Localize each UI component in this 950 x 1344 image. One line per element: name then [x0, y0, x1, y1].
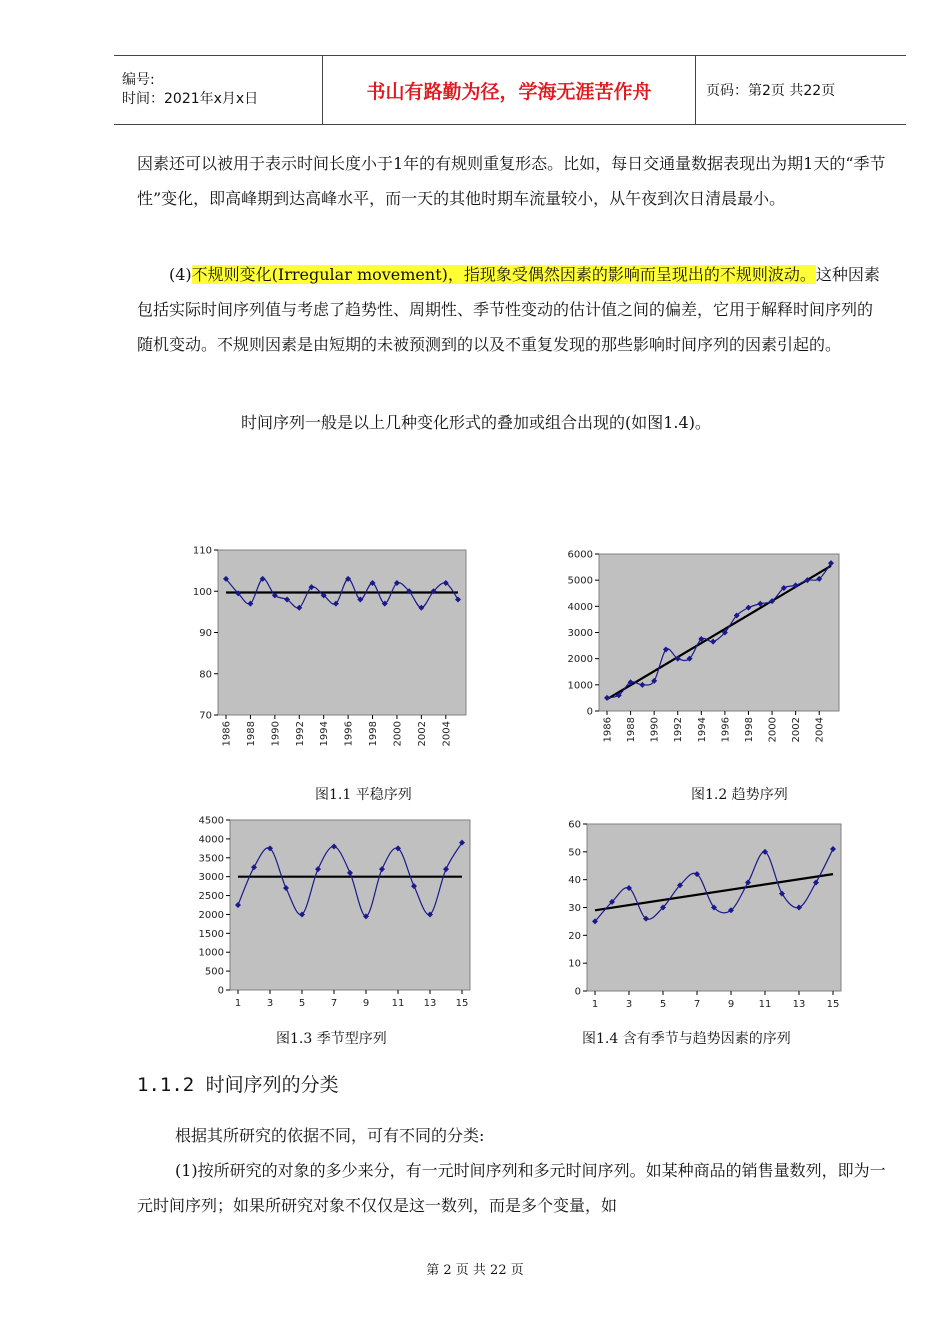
y-tick-label: 100 [192, 586, 212, 598]
x-tick-label: 1996 [720, 717, 732, 743]
x-tick-label: 1 [234, 998, 242, 1009]
y-tick-label: 2000 [567, 654, 593, 666]
y-tick-label: 110 [192, 545, 212, 557]
y-tick-label: 0 [217, 985, 224, 997]
plot-area [230, 820, 470, 990]
x-tick-label: 13 [423, 998, 437, 1009]
y-tick-label: 30 [568, 903, 581, 914]
x-tick-label: 1986 [221, 721, 233, 747]
x-tick-label: 1994 [696, 717, 708, 743]
x-tick-label: 1 [591, 999, 599, 1010]
paragraph-irregular [137, 257, 887, 362]
x-tick-label: 1990 [270, 721, 282, 747]
y-tick-label: 4000 [198, 834, 224, 846]
x-tick-label: 7 [330, 998, 338, 1009]
y-tick-label: 0 [574, 986, 581, 998]
y-tick-label: 2000 [198, 909, 224, 921]
y-tick-label: 40 [568, 875, 581, 887]
y-tick-label: 2500 [198, 891, 224, 903]
caption-fig-1-1: 图1.1 平稳序列 [315, 787, 412, 803]
x-tick-label: 13 [792, 999, 806, 1010]
x-tick-label: 1994 [319, 721, 331, 747]
x-tick-label: 1992 [294, 721, 306, 747]
x-tick-label: 5 [298, 998, 306, 1009]
chart-stationary-series [180, 540, 480, 760]
number-label: 编号: [122, 72, 155, 88]
y-tick-label: 90 [199, 628, 212, 639]
motto-text: 书山有路勤为径，学海无涯苦作舟 [366, 80, 652, 103]
x-tick-label: 3 [625, 999, 633, 1010]
section-heading: 1.1.2 时间序列的分类 [137, 1074, 339, 1096]
y-tick-label: 1000 [567, 680, 593, 692]
x-tick-label: 2004 [441, 721, 453, 747]
x-tick-label: 1996 [343, 721, 355, 747]
y-tick-label: 4000 [567, 601, 593, 613]
x-tick-label: 1988 [245, 721, 257, 747]
y-tick-label: 3000 [567, 628, 593, 639]
y-tick-label: 80 [199, 669, 212, 681]
page-label: 页码：第2页 共22页 [706, 83, 836, 99]
x-tick-label: 5 [659, 999, 667, 1010]
x-tick-label: 11 [758, 999, 772, 1010]
x-tick-label: 15 [455, 998, 469, 1009]
y-tick-label: 4500 [198, 815, 224, 827]
page-footer: 第 2 页 共 22 页 [426, 1263, 524, 1278]
caption-fig-1-2: 图1.2 趋势序列 [691, 787, 788, 803]
caption-fig-1-4: 图1.4 含有季节与趋势因素的序列 [582, 1031, 791, 1047]
plot-area [218, 550, 466, 715]
x-tick-label: 2004 [814, 717, 826, 743]
chart-seasonal-series [180, 810, 480, 1020]
y-tick-label: 3000 [198, 872, 224, 884]
x-tick-label: 1990 [649, 717, 661, 743]
time-label: 时间：2021年x月x日 [122, 91, 259, 107]
x-tick-label: 9 [727, 999, 735, 1010]
x-tick-label: 1992 [673, 717, 685, 743]
y-tick-label: 70 [199, 710, 212, 722]
y-tick-label: 20 [568, 930, 581, 942]
y-tick-label: 50 [568, 847, 581, 859]
y-tick-label: 6000 [567, 549, 593, 561]
header-meta [114, 56, 323, 124]
y-tick-label: 1500 [198, 928, 224, 940]
x-tick-label: 1986 [602, 717, 614, 743]
x-tick-label: 2002 [416, 721, 428, 747]
paragraph-seasonal: 因素还可以被用于表示时间长度小于1年的有规则重复形态。比如，每日交通量数据表现出为期1天的“季节性”变化，即高峰期到达高峰水平，而一天的其他时期车流量较小，从午夜到次日清晨最小。 [137, 154, 886, 208]
x-tick-label: 9 [362, 998, 370, 1009]
chart-trend-series [555, 544, 855, 764]
paragraph-irregular-rest: 这种因素包括实际时间序列值与考虑了趋势性、周期性、季节性变动的估计值之间的偏差，它用于解释时间序列的随机变动。不规则因素是由短期的未被预测到的以及不重复发现的那些影响时间序列的因素引起的。 [137, 265, 880, 354]
page-header [114, 55, 906, 125]
y-tick-label: 0 [586, 706, 593, 718]
paragraph-irregular-prefix: (4) [169, 265, 192, 284]
y-tick-label: 5000 [567, 575, 593, 587]
header-motto [323, 56, 696, 124]
y-tick-label: 1000 [198, 947, 224, 959]
x-tick-label: 3 [266, 998, 274, 1009]
x-tick-label: 15 [826, 999, 840, 1010]
y-tick-label: 500 [204, 966, 224, 978]
x-tick-label: 2000 [767, 717, 779, 743]
chart-seasonal-trend-series [555, 812, 855, 1022]
y-tick-label: 3500 [198, 853, 224, 865]
x-tick-label: 7 [693, 999, 701, 1010]
x-tick-label: 1998 [743, 717, 755, 743]
x-tick-label: 2002 [791, 717, 803, 743]
paragraph-classification-intro: 根据其所研究的依据不同，可有不同的分类: [175, 1126, 485, 1145]
highlighted-definition: 不规则变化(Irregular movement)，指现象受偶然因素的影响而呈现出的不规则波动。 [191, 265, 816, 284]
x-tick-label: 2000 [392, 721, 404, 747]
y-tick-label: 10 [568, 958, 581, 970]
x-tick-label: 11 [391, 998, 405, 1009]
caption-fig-1-3: 图1.3 季节型序列 [276, 1031, 387, 1047]
paragraph-univariate: (1)按所研究的对象的多少来分，有一元时间序列和多元时间序列。如某种商品的销售量数列，即为一元时间序列；如果所研究对象不仅仅是这一数列，而是多个变量，如 [137, 1161, 886, 1215]
header-page [696, 56, 906, 124]
x-tick-label: 1998 [368, 721, 380, 747]
x-tick-label: 1988 [626, 717, 638, 743]
y-tick-label: 60 [568, 819, 581, 831]
paragraph-combination: 时间序列一般是以上几种变化形式的叠加或组合出现的(如图1.4)。 [241, 413, 711, 432]
